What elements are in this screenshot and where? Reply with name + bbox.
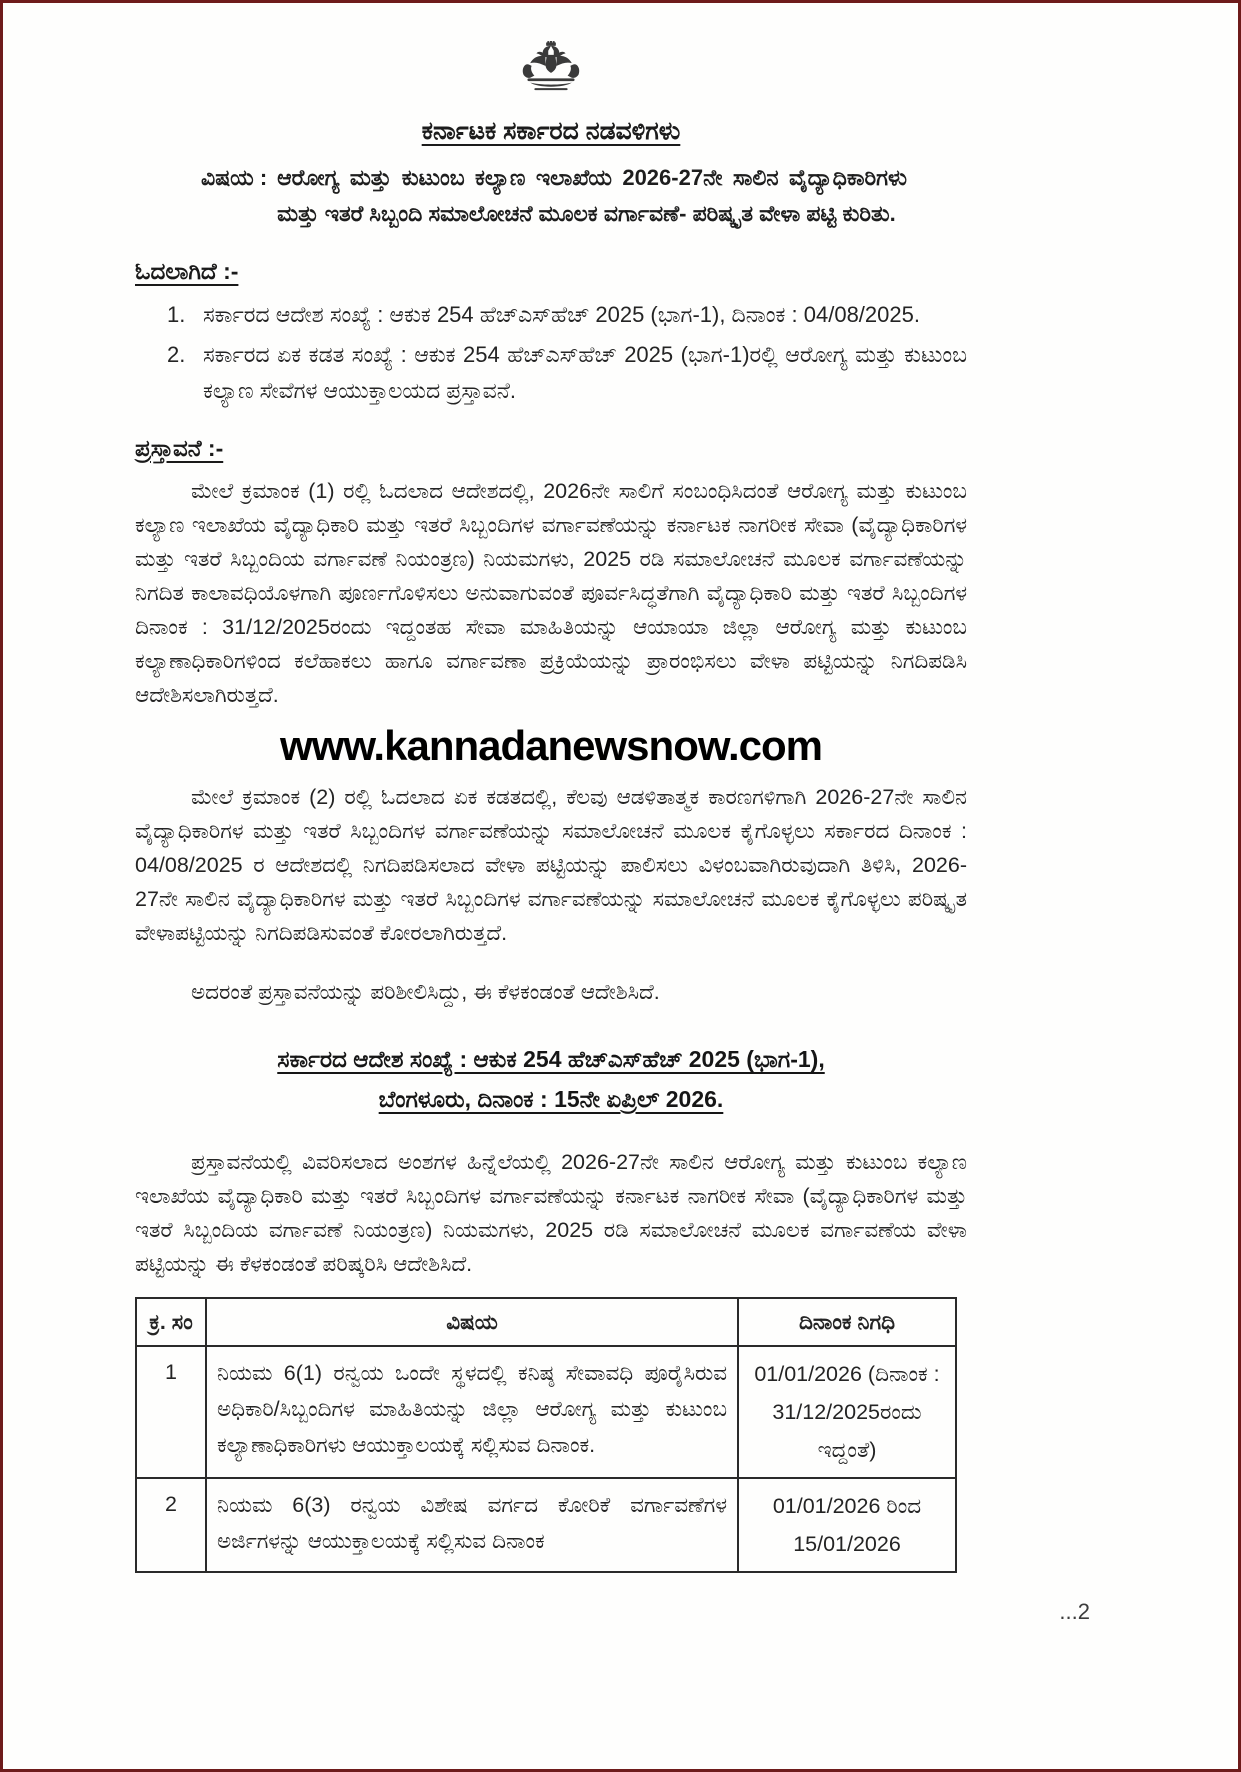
read-item-1-text: ಸರ್ಕಾರದ ಆದೇಶ ಸಂಖ್ಯೆ : ಆಕುಕ 254 ಹೆಚ್‌ಎಸ್‌ಹೆಚ್ 2025 (ಭಾಗ-1), ದಿನಾಂಕ : 04/08/2025. bbox=[203, 302, 920, 327]
table-header-row bbox=[136, 1298, 956, 1346]
order-heading-line-2: ಬೆಂಗಳೂರು, ದಿನಾಂಕ : 15ನೇ ಏಪ್ರಿಲ್ 2026. bbox=[378, 1086, 724, 1112]
table-row bbox=[136, 1346, 956, 1478]
row-1-date: 01/01/2026 (ದಿನಾಂಕ : 31/12/2025ರಂದು ಇದ್ದಂತೆ) bbox=[738, 1346, 956, 1478]
subject-block bbox=[201, 160, 907, 232]
header-serial-number: ಕ್ರ. ಸಂ bbox=[136, 1298, 206, 1346]
read-item-2-text: ಸರ್ಕಾರದ ಏಕ ಕಡತ ಸಂಖ್ಯೆ : ಆಕುಕ 254 ಹೆಚ್‌ಎಸ್‌ಹೆಚ್ 2025 (ಭಾಗ-1)ರಲ್ಲಿ ಆರೋಗ್ಯ ಮತ್ತು ಕುಟುಂಬ ಕಲ್ಯಾಣ ಸೇವೆಗಳ ಆಯುಕ್ತಾಲಯದ ಪ್ರಸ್ತಾವನೆ. bbox=[203, 342, 967, 403]
row-2-date: 01/01/2026 ರಿಂದ 15/01/2026 bbox=[738, 1478, 956, 1572]
read-item-1-number: 1. bbox=[167, 302, 186, 327]
order-heading-line-1: ಸರ್ಕಾರದ ಆದೇಶ ಸಂಖ್ಯೆ : ಆಕುಕ 254 ಹೆಚ್‌ಎಸ್‌ಹೆಚ್ 2025 (ಭಾಗ-1), bbox=[277, 1046, 825, 1072]
header-date-fixed: ದಿನಾಂಕ ನಿಗಧಿ bbox=[738, 1298, 956, 1346]
watermark-text: www.kannadanewsnow.com bbox=[279, 722, 822, 769]
row-1-subject: ನಿಯಮ 6(1) ರನ್ವಯ ಒಂದೇ ಸ್ಥಳದಲ್ಲಿ ಕನಿಷ್ಠ ಸೇವಾವಧಿ ಪೂರೈಸಿರುವ ಅಧಿಕಾರಿ/ಸಿಬ್ಬಂದಿಗಳ ಮಾಹಿತಿಯನ್ನು ಜಿಲ್ಲಾ ಆರೋಗ್ಯ ಮತ್ತು ಕುಟುಂಬ ಕಲ್ಯಾಣಾಧಿಕಾರಿಗಳು ಆಯುಕ್ತಾಲಯಕ್ಕೆ ಸಲ್ಲಿಸುವ ದಿನಾಂಕ. bbox=[206, 1346, 738, 1478]
read-item-1 bbox=[167, 297, 967, 333]
read-item-2 bbox=[167, 337, 967, 409]
row-1-serial: 1 bbox=[136, 1346, 206, 1478]
read-list bbox=[167, 297, 967, 409]
read-section-heading: ಓದಲಾಗಿದೆ :- bbox=[135, 258, 239, 284]
order-paragraph: ಪ್ರಸ್ತಾವನೆಯಲ್ಲಿ ವಿವರಿಸಲಾದ ಅಂಶಗಳ ಹಿನ್ನೆಲೆಯಲ್ಲಿ 2026-27ನೇ ಸಾಲಿನ ಆರೋಗ್ಯ ಮತ್ತು ಕುಟುಂಬ ಕಲ್ಯಾಣ ಇಲಾಖೆಯ ವೈದ್ಯಾಧಿಕಾರಿ ಮತ್ತು ಇತರೆ ಸಿಬ್ಬಂದಿಗಳ ವರ್ಗಾವಣೆಯನ್ನು ಕರ್ನಾಟಕ ನಾಗರೀಕ ಸೇವಾ (ವೈದ್ಯಾಧಿಕಾರಿಗಳ ಮತ್ತು ಇತರೆ ಸಿಬ್ಬಂದಿಯ ವರ್ಗಾವಣೆ ನಿಯಂತ್ರಣ) ನಿಯಮಗಳು, 2025 ರಡಿ ಸಮಾಲೋಚನೆ ಮೂಲಕ ವರ್ಗಾವಣೆಯ ವೇಳಾ ಪಟ್ಟಿಯನ್ನು ಈ ಕೆಳಕಂಡಂತೆ ಪರಿಷ್ಕರಿಸಿ ಆದೇಶಿಸಿದೆ. bbox=[135, 1150, 967, 1276]
preamble-section-heading: ಪ್ರಸ್ತಾವನೆ :- bbox=[135, 435, 224, 461]
row-2-subject: ನಿಯಮ 6(3) ರನ್ವಯ ವಿಶೇಷ ವರ್ಗದ ಕೋರಿಕೆ ವರ್ಗಾವಣೆಗಳ ಅರ್ಜಿಗಳನ್ನು ಆಯುಕ್ತಾಲಯಕ್ಕೆ ಸಲ್ಲಿಸುವ ದಿನಾಂಕ bbox=[206, 1478, 738, 1572]
preamble-paragraph-2: ಮೇಲೆ ಕ್ರಮಾಂಕ (2) ರಲ್ಲಿ ಓದಲಾದ ಏಕ ಕಡತದಲ್ಲಿ, ಕೆಲವು ಆಡಳಿತಾತ್ಮಕ ಕಾರಣಗಳಿಗಾಗಿ 2026-27ನೇ ಸಾಲಿನ ವೈದ್ಯಾಧಿಕಾರಿಗಳ ಮತ್ತು ಇತರೆ ಸಿಬ್ಬಂದಿಗಳ ವರ್ಗಾವಣೆಯನ್ನು ಸಮಾಲೋಚನೆ ಮೂಲಕ ಕೈಗೊಳ್ಳಲು ಸರ್ಕಾರದ ದಿನಾಂಕ : 04/08/2025 ರ ಆದೇಶದಲ್ಲಿ ನಿಗದಿಪಡಿಸಲಾದ ವೇಳಾ ಪಟ್ಟಿಯನ್ನು ಪಾಲಿಸಲು ವಿಳಂಬವಾಗಿರುವುದಾಗಿ ತಿಳಿಸಿ, 2026-27ನೇ ಸಾಲಿನ ವೈದ್ಯಾಧಿಕಾರಿಗಳ ಮತ್ತು ಇತರೆ ಸಿಬ್ಬಂದಿಗಳ ವರ್ಗಾವಣೆಯನ್ನು ಸಮಾಲೋಚನೆ ಮೂಲಕ ಕೈಗೊಳ್ಳಲು ಪರಿಷ್ಕೃತ ವೇಳಾಪಟ್ಟಿಯನ್ನು ನಿಗದಿಪಡಿಸುವಂತೆ ಕೋರಲಾಗಿರುತ್ತದೆ. bbox=[135, 785, 967, 945]
header-subject: ವಿಷಯ bbox=[206, 1298, 738, 1346]
preamble-paragraph-1: ಮೇಲೆ ಕ್ರಮಾಂಕ (1) ರಲ್ಲಿ ಓದಲಾದ ಆದೇಶದಲ್ಲಿ, 2026ನೇ ಸಾಲಿಗೆ ಸಂಬಂಧಿಸಿದಂತೆ ಆರೋಗ್ಯ ಮತ್ತು ಕುಟುಂಬ ಕಲ್ಯಾಣ ಇಲಾಖೆಯ ವೈದ್ಯಾಧಿಕಾರಿ ಮತ್ತು ಇತರೆ ಸಿಬ್ಬಂದಿಗಳ ವರ್ಗಾವಣೆಯನ್ನು ಕರ್ನಾಟಕ ನಾಗರೀಕ ಸೇವಾ (ವೈದ್ಯಾಧಿಕಾರಿಗಳ ಮತ್ತು ಇತರೆ ಸಿಬ್ಬಂದಿಯ ವರ್ಗಾವಣೆ ನಿಯಂತ್ರಣ) ನಿಯಮಗಳು, 2025 ರಡಿ ಸಮಾಲೋಚನೆ ಮೂಲಕ ವರ್ಗಾವಣೆಯನ್ನು ನಿಗದಿತ ಕಾಲಾವಧಿಯೊಳಗಾಗಿ ಪೂರ್ಣಗೊಳಿಸಲು ಅನುವಾಗುವಂತೆ ಪೂರ್ವಸಿದ್ಧತೆಗಾಗಿ ವೈದ್ಯಾಧಿಕಾರಿ ಮತ್ತು ಇತರೆ ಸಿಬ್ಬಂದಿಗಳ ದಿನಾಂಕ : 31/12/2025ರಂದು ಇದ್ದಂತಹ ಸೇವಾ ಮಾಹಿತಿಯನ್ನು ಆಯಾಯಾ ಜಿಲ್ಲಾ ಆರೋಗ್ಯ ಮತ್ತು ಕುಟುಂಬ ಕಲ್ಯಾಣಾಧಿಕಾರಿಗಳಿಂದ ಕಲೆಹಾಕಲು ಹಾಗೂ ವರ್ಗಾವಣಾ ಪ್ರಕ್ರಿಯೆಯನ್ನು ಪ್ರಾರಂಭಿಸಲು ವೇಳಾ ಪಟ್ಟಿಯನ್ನು ನಿಗದಿಪಡಿಸಿ ಆದೇಶಿಸಲಾಗಿರುತ್ತದೆ. bbox=[135, 479, 967, 707]
page-continuation-indicator: ...2 bbox=[1059, 1599, 1090, 1624]
order-heading bbox=[135, 1039, 967, 1119]
row-2-serial: 2 bbox=[136, 1478, 206, 1572]
table-row bbox=[136, 1478, 956, 1572]
document-title: ಕರ್ನಾಟಕ ಸರ್ಕಾರದ ನಡವಳಿಗಳು bbox=[421, 117, 681, 145]
karnataka-emblem-icon bbox=[516, 41, 586, 113]
read-item-2-number: 2. bbox=[167, 342, 186, 367]
subject-label: ವಿಷಯ : bbox=[201, 165, 268, 190]
preamble-paragraph-3: ಅದರಂತೆ ಪ್ರಸ್ತಾವನೆಯನ್ನು ಪರಿಶೀಲಿಸಿದ್ದು, ಈ ಕೆಳಕಂಡಂತೆ ಆದೇಶಿಸಿದೆ. bbox=[191, 980, 660, 1004]
transfer-schedule-table bbox=[135, 1297, 957, 1573]
subject-text: ಆರೋಗ್ಯ ಮತ್ತು ಕುಟುಂಬ ಕಲ್ಯಾಣ ಇಲಾಖೆಯ 2026-27ನೇ ಸಾಲಿನ ವೈದ್ಯಾಧಿಕಾರಿಗಳು ಮತ್ತು ಇತರೆ ಸಿಬ್ಬಂದಿ ಸಮಾಲೋಚನೆ ಮೂಲಕ ವರ್ಗಾವಣೆ- ಪರಿಷ್ಕೃತ ವೇಳಾ ಪಟ್ಟಿ ಕುರಿತು. bbox=[277, 165, 907, 226]
